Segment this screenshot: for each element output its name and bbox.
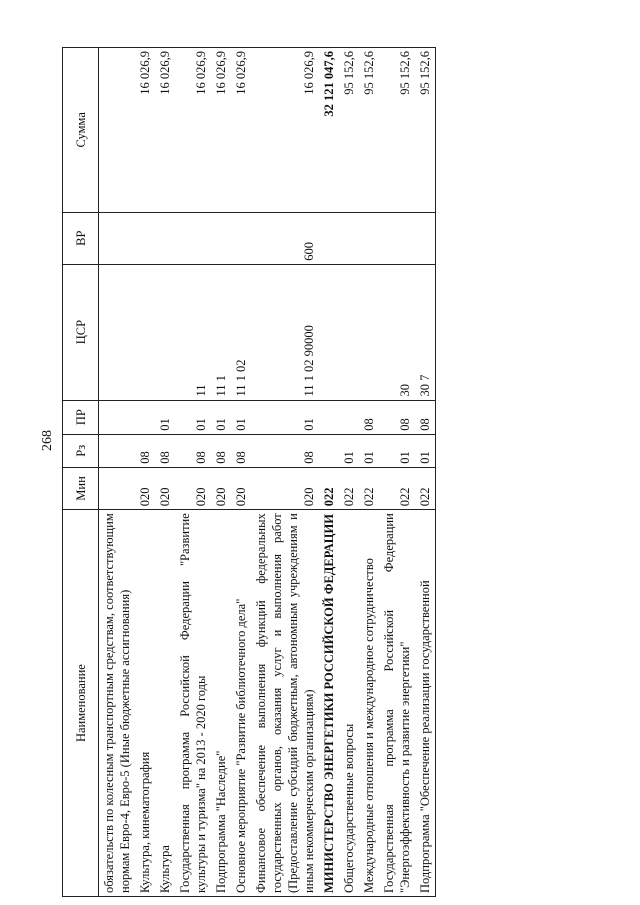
cell-rz: 01 [415,434,436,467]
header-pr: ПР [63,400,99,434]
cell-pr: 08 [415,400,436,434]
table-row [415,48,436,897]
cell-pr [319,400,339,434]
cell-sum: 16 026,9 [135,48,155,213]
cell-name: Государственная программа Российской Федерации "Развитие культуры и туризма" на 2013 - 2020 годы [175,510,211,897]
cell-vr [359,212,379,264]
cell-min: 020 [211,467,231,510]
cell-min: 020 [251,467,319,510]
cell-sum: 16 026,9 [231,48,251,213]
cell-min: 022 [415,467,436,510]
cell-csr [339,264,359,400]
cell-pr: 01 [211,400,231,434]
cell-csr [319,264,339,400]
cell-csr: 30 [379,264,415,400]
cell-min: 022 [339,467,359,510]
header-vr: ВР [63,212,99,264]
cell-vr [175,212,211,264]
table-row [339,48,359,897]
cell-sum: 16 026,9 [175,48,211,213]
cell-sum: 16 026,9 [211,48,231,213]
table-row [359,48,379,897]
table-row [231,48,251,897]
budget-table [62,47,436,897]
table-row [135,48,155,897]
cell-name: Культура, кинематография [135,510,155,897]
cell-sum: 95 152,6 [359,48,379,213]
cell-pr: 01 [155,400,175,434]
cell-name: Международные отношения и международное сотрудничество [359,510,379,897]
cell-sum: 16 026,9 [155,48,175,213]
cell-vr: 600 [251,212,319,264]
table-row [155,48,175,897]
cell-sum [99,48,136,213]
cell-sum: 32 121 047,6 [319,48,339,213]
cell-rz: 01 [359,434,379,467]
header-sum: Сумма [63,48,99,213]
cell-rz [319,434,339,467]
cell-min: 022 [379,467,415,510]
cell-min: 020 [135,467,155,510]
cell-name: Финансовое обеспечение выполнения функций федеральных государственных органов, оказания услуг и выполнения работ (Предоставление субсидий бюджетным, автономным учреждениям и иным некоммерческим организациям) [251,510,319,897]
cell-pr: 01 [251,400,319,434]
cell-rz: 01 [379,434,415,467]
cell-name: Подпрограмма "Обеспечение реализации государственной [415,510,436,897]
table-row [319,48,339,897]
cell-pr: 08 [359,400,379,434]
cell-vr [211,212,231,264]
cell-csr [155,264,175,400]
cell-pr [135,400,155,434]
cell-vr [339,212,359,264]
cell-csr: 11 [175,264,211,400]
cell-min: 022 [319,467,339,510]
cell-csr: 11 1 02 90000 [251,264,319,400]
cell-sum: 16 026,9 [251,48,319,213]
cell-min: 020 [175,467,211,510]
cell-pr: 01 [175,400,211,434]
cell-rz [99,434,136,467]
cell-rz: 08 [231,434,251,467]
cell-pr: 08 [379,400,415,434]
cell-vr [99,212,136,264]
cell-vr [155,212,175,264]
cell-name: Культура [155,510,175,897]
header-min: Мин [63,467,99,510]
cell-vr [135,212,155,264]
table-header-row [63,48,99,897]
cell-vr [319,212,339,264]
table-row [99,48,136,897]
cell-sum: 95 152,6 [339,48,359,213]
table-row [379,48,415,897]
header-rz: Рз [63,434,99,467]
cell-csr: 11 1 [211,264,231,400]
cell-name: Основное мероприятие "Развитие библиотечного дела" [231,510,251,897]
table-row [175,48,211,897]
cell-csr [359,264,379,400]
header-name: Наименование [63,510,99,897]
cell-min: 020 [231,467,251,510]
cell-name: Государственная программа Российской Федерации "Энергоэффективность и развитие энергетики" [379,510,415,897]
page-number: 268 [40,430,55,451]
cell-vr [379,212,415,264]
cell-sum: 95 152,6 [379,48,415,213]
cell-name: Общегосударственные вопросы [339,510,359,897]
cell-pr [339,400,359,434]
cell-vr [415,212,436,264]
cell-pr: 01 [231,400,251,434]
cell-rz: 08 [211,434,231,467]
cell-csr [99,264,136,400]
table-body [99,48,436,897]
cell-rz: 08 [251,434,319,467]
table-row [211,48,231,897]
cell-csr [135,264,155,400]
cell-rz: 01 [339,434,359,467]
cell-name: обязательств по колесным транспортным средствам, соответствующим нормам Евро-4, Евро-5 (Иные бюджетные ассигнования) [99,510,136,897]
cell-csr: 30 7 [415,264,436,400]
cell-sum: 95 152,6 [415,48,436,213]
table-row [251,48,319,897]
cell-name: Подпрограмма "Наследие" [211,510,231,897]
cell-vr [231,212,251,264]
header-csr: ЦСР [63,264,99,400]
cell-min [99,467,136,510]
cell-name: МИНИСТЕРСТВО ЭНЕРГЕТИКИ РОССИЙСКОЙ ФЕДЕРАЦИИ [319,510,339,897]
cell-min: 020 [155,467,175,510]
cell-csr: 11 1 02 [231,264,251,400]
cell-rz: 08 [155,434,175,467]
cell-pr [99,400,136,434]
cell-rz: 08 [175,434,211,467]
cell-min: 022 [359,467,379,510]
cell-rz: 08 [135,434,155,467]
